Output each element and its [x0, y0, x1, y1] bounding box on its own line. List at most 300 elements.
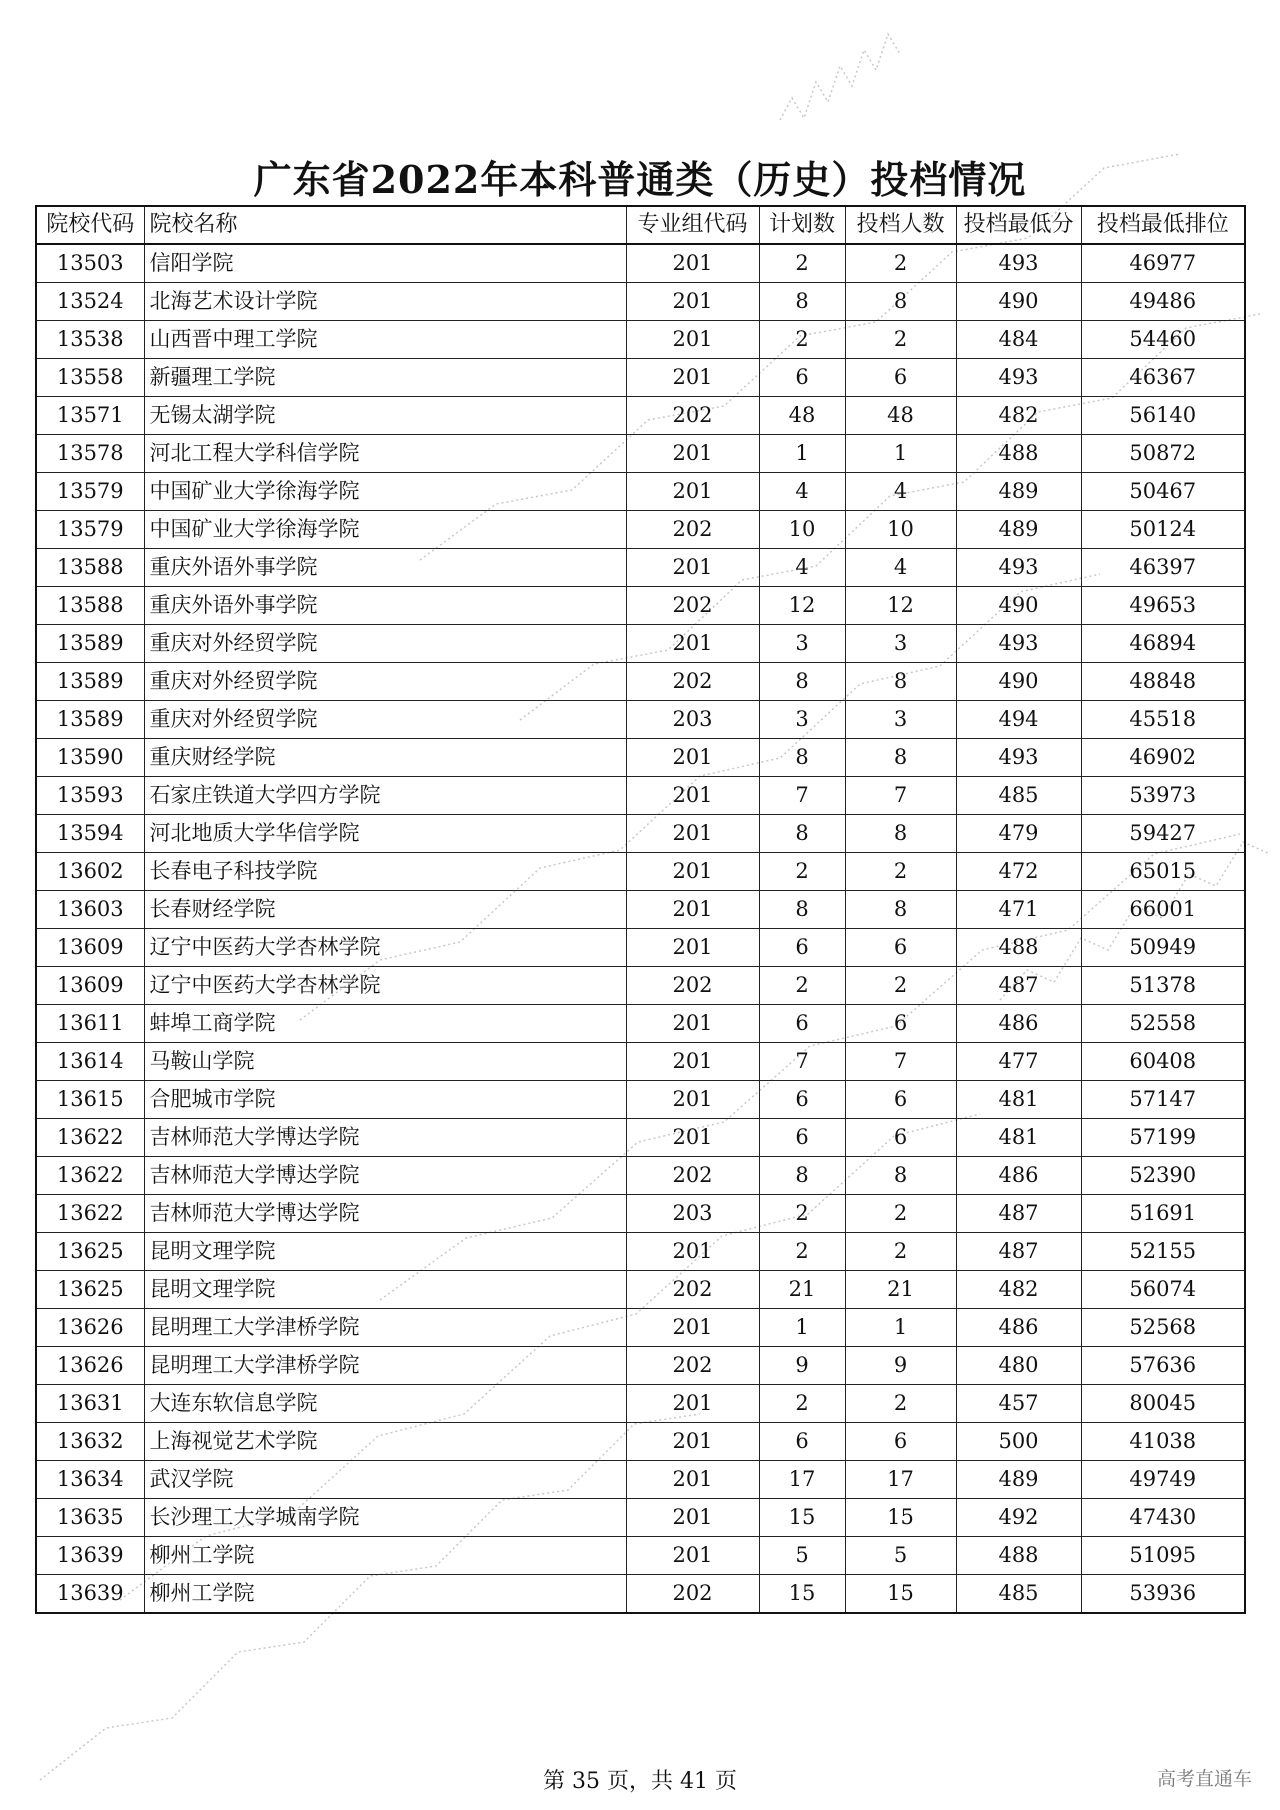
- min-rank-cell: 41038: [1081, 1423, 1245, 1461]
- school-name-cell: 大连东软信息学院: [144, 1385, 626, 1423]
- table-row: [36, 1043, 1245, 1081]
- min-rank-cell: 53973: [1081, 777, 1245, 815]
- min-rank-cell: 47430: [1081, 1499, 1245, 1537]
- min-rank-cell: 56074: [1081, 1271, 1245, 1309]
- min-score-cell: 489: [956, 473, 1081, 511]
- min-score-cell: 477: [956, 1043, 1081, 1081]
- min-score-cell: 481: [956, 1081, 1081, 1119]
- table-row: [36, 1537, 1245, 1575]
- min-score-cell: 484: [956, 321, 1081, 359]
- admitted-count-cell: 2: [845, 321, 956, 359]
- min-rank-cell: 54460: [1081, 321, 1245, 359]
- plan-count-cell: 8: [759, 1157, 845, 1195]
- school-code-cell: 13589: [36, 701, 144, 739]
- min-rank-cell: 56140: [1081, 397, 1245, 435]
- plan-count-cell: 2: [759, 1233, 845, 1271]
- school-code-cell: 13626: [36, 1309, 144, 1347]
- header-plan-count: 计划数: [759, 206, 845, 244]
- plan-count-cell: 8: [759, 739, 845, 777]
- table-row: [36, 1499, 1245, 1537]
- min-score-cell: 493: [956, 244, 1081, 283]
- watermark-stroke: [780, 34, 900, 120]
- table-row: [36, 1081, 1245, 1119]
- min-rank-cell: 51378: [1081, 967, 1245, 1005]
- min-rank-cell: 48848: [1081, 663, 1245, 701]
- admitted-count-cell: 12: [845, 587, 956, 625]
- admitted-count-cell: 8: [845, 1157, 956, 1195]
- school-code-cell: 13635: [36, 1499, 144, 1537]
- min-score-cell: 487: [956, 1233, 1081, 1271]
- group-code-cell: 201: [626, 1499, 759, 1537]
- table-row: [36, 967, 1245, 1005]
- school-code-cell: 13632: [36, 1423, 144, 1461]
- school-name-cell: 昆明文理学院: [144, 1271, 626, 1309]
- min-score-cell: 472: [956, 853, 1081, 891]
- school-name-cell: 无锡太湖学院: [144, 397, 626, 435]
- admitted-count-cell: 6: [845, 929, 956, 967]
- group-code-cell: 201: [626, 321, 759, 359]
- school-name-cell: 重庆对外经贸学院: [144, 663, 626, 701]
- plan-count-cell: 10: [759, 511, 845, 549]
- table-row: [36, 777, 1245, 815]
- school-code-cell: 13579: [36, 511, 144, 549]
- table-row: [36, 1195, 1245, 1233]
- min-rank-cell: 52558: [1081, 1005, 1245, 1043]
- table-row: [36, 435, 1245, 473]
- min-score-cell: 482: [956, 397, 1081, 435]
- min-score-cell: 492: [956, 1499, 1081, 1537]
- plan-count-cell: 1: [759, 1309, 845, 1347]
- min-rank-cell: 46397: [1081, 549, 1245, 587]
- header-group-code: 专业组代码: [626, 206, 759, 244]
- school-code-cell: 13578: [36, 435, 144, 473]
- min-rank-cell: 49486: [1081, 283, 1245, 321]
- plan-count-cell: 2: [759, 853, 845, 891]
- group-code-cell: 201: [626, 1537, 759, 1575]
- school-name-cell: 蚌埠工商学院: [144, 1005, 626, 1043]
- table-row: [36, 1271, 1245, 1309]
- table-row: [36, 283, 1245, 321]
- plan-count-cell: 9: [759, 1347, 845, 1385]
- group-code-cell: 201: [626, 283, 759, 321]
- group-code-cell: 201: [626, 435, 759, 473]
- plan-count-cell: 6: [759, 1005, 845, 1043]
- admitted-count-cell: 8: [845, 283, 956, 321]
- school-name-cell: 武汉学院: [144, 1461, 626, 1499]
- admitted-count-cell: 6: [845, 1005, 956, 1043]
- group-code-cell: 202: [626, 1347, 759, 1385]
- admitted-count-cell: 48: [845, 397, 956, 435]
- school-name-cell: 山西晋中理工学院: [144, 321, 626, 359]
- group-code-cell: 201: [626, 1005, 759, 1043]
- school-code-cell: 13639: [36, 1537, 144, 1575]
- group-code-cell: 203: [626, 701, 759, 739]
- plan-count-cell: 4: [759, 473, 845, 511]
- min-rank-cell: 51095: [1081, 1537, 1245, 1575]
- header-min-score: 投档最低分: [956, 206, 1081, 244]
- school-name-cell: 长春电子科技学院: [144, 853, 626, 891]
- group-code-cell: 202: [626, 663, 759, 701]
- group-code-cell: 202: [626, 397, 759, 435]
- min-score-cell: 488: [956, 929, 1081, 967]
- school-name-cell: 马鞍山学院: [144, 1043, 626, 1081]
- table-row: [36, 397, 1245, 435]
- header-min-rank: 投档最低排位: [1081, 206, 1245, 244]
- admitted-count-cell: 17: [845, 1461, 956, 1499]
- plan-count-cell: 8: [759, 663, 845, 701]
- min-rank-cell: 45518: [1081, 701, 1245, 739]
- school-name-cell: 辽宁中医药大学杏林学院: [144, 929, 626, 967]
- admitted-count-cell: 2: [845, 1195, 956, 1233]
- group-code-cell: 201: [626, 1309, 759, 1347]
- min-rank-cell: 51691: [1081, 1195, 1245, 1233]
- school-name-cell: 重庆财经学院: [144, 739, 626, 777]
- group-code-cell: 201: [626, 815, 759, 853]
- plan-count-cell: 5: [759, 1537, 845, 1575]
- plan-count-cell: 3: [759, 625, 845, 663]
- plan-count-cell: 15: [759, 1575, 845, 1614]
- school-code-cell: 13622: [36, 1195, 144, 1233]
- table-row: [36, 739, 1245, 777]
- admitted-count-cell: 9: [845, 1347, 956, 1385]
- group-code-cell: 202: [626, 1575, 759, 1614]
- school-code-cell: 13538: [36, 321, 144, 359]
- plan-count-cell: 6: [759, 1423, 845, 1461]
- min-rank-cell: 53936: [1081, 1575, 1245, 1614]
- min-rank-cell: 57636: [1081, 1347, 1245, 1385]
- min-score-cell: 471: [956, 891, 1081, 929]
- school-code-cell: 13558: [36, 359, 144, 397]
- min-rank-cell: 46367: [1081, 359, 1245, 397]
- table-row: [36, 1309, 1245, 1347]
- table-row: [36, 473, 1245, 511]
- min-score-cell: 457: [956, 1385, 1081, 1423]
- school-code-cell: 13611: [36, 1005, 144, 1043]
- page-title: 广东省2022年本科普通类（历史）投档情况: [253, 157, 1027, 202]
- admitted-count-cell: 8: [845, 739, 956, 777]
- table-row: [36, 1233, 1245, 1271]
- group-code-cell: 201: [626, 359, 759, 397]
- group-code-cell: 201: [626, 244, 759, 283]
- plan-count-cell: 8: [759, 815, 845, 853]
- school-name-cell: 昆明文理学院: [144, 1233, 626, 1271]
- header-school-name: 院校名称: [144, 206, 626, 244]
- school-name-cell: 河北工程大学科信学院: [144, 435, 626, 473]
- group-code-cell: 201: [626, 739, 759, 777]
- admitted-count-cell: 6: [845, 1119, 956, 1157]
- header-school-code: 院校代码: [36, 206, 144, 244]
- school-name-cell: 重庆外语外事学院: [144, 587, 626, 625]
- school-name-cell: 中国矿业大学徐海学院: [144, 511, 626, 549]
- school-name-cell: 重庆对外经贸学院: [144, 625, 626, 663]
- admission-table: [35, 205, 1246, 1614]
- school-code-cell: 13622: [36, 1119, 144, 1157]
- school-code-cell: 13589: [36, 625, 144, 663]
- admitted-count-cell: 8: [845, 663, 956, 701]
- group-code-cell: 201: [626, 891, 759, 929]
- table-row: [36, 321, 1245, 359]
- min-score-cell: 487: [956, 1195, 1081, 1233]
- min-rank-cell: 50949: [1081, 929, 1245, 967]
- min-rank-cell: 60408: [1081, 1043, 1245, 1081]
- school-name-cell: 新疆理工学院: [144, 359, 626, 397]
- school-code-cell: 13609: [36, 929, 144, 967]
- plan-count-cell: 17: [759, 1461, 845, 1499]
- min-score-cell: 486: [956, 1309, 1081, 1347]
- min-score-cell: 487: [956, 967, 1081, 1005]
- table-row: [36, 1575, 1245, 1614]
- group-code-cell: 201: [626, 929, 759, 967]
- group-code-cell: 201: [626, 1385, 759, 1423]
- plan-count-cell: 4: [759, 549, 845, 587]
- plan-count-cell: 8: [759, 891, 845, 929]
- group-code-cell: 201: [626, 1461, 759, 1499]
- school-code-cell: 13588: [36, 549, 144, 587]
- school-name-cell: 北海艺术设计学院: [144, 283, 626, 321]
- min-score-cell: 493: [956, 549, 1081, 587]
- school-code-cell: 13571: [36, 397, 144, 435]
- plan-count-cell: 21: [759, 1271, 845, 1309]
- table-row: [36, 511, 1245, 549]
- table-row: [36, 587, 1245, 625]
- table-row: [36, 815, 1245, 853]
- table-header-row: [36, 206, 1245, 244]
- plan-count-cell: 2: [759, 1195, 845, 1233]
- group-code-cell: 201: [626, 473, 759, 511]
- plan-count-cell: 6: [759, 359, 845, 397]
- table-row: [36, 929, 1245, 967]
- table-row: [36, 359, 1245, 397]
- admitted-count-cell: 21: [845, 1271, 956, 1309]
- table-row: [36, 1005, 1245, 1043]
- admitted-count-cell: 4: [845, 473, 956, 511]
- admitted-count-cell: 8: [845, 891, 956, 929]
- plan-count-cell: 2: [759, 1385, 845, 1423]
- plan-count-cell: 15: [759, 1499, 845, 1537]
- min-score-cell: 479: [956, 815, 1081, 853]
- school-name-cell: 昆明理工大学津桥学院: [144, 1347, 626, 1385]
- school-code-cell: 13615: [36, 1081, 144, 1119]
- school-name-cell: 辽宁中医药大学杏林学院: [144, 967, 626, 1005]
- table-row: [36, 1347, 1245, 1385]
- min-score-cell: 489: [956, 511, 1081, 549]
- min-rank-cell: 59427: [1081, 815, 1245, 853]
- min-score-cell: 485: [956, 777, 1081, 815]
- min-score-cell: 486: [956, 1157, 1081, 1195]
- plan-count-cell: 8: [759, 283, 845, 321]
- group-code-cell: 203: [626, 1195, 759, 1233]
- school-name-cell: 柳州工学院: [144, 1575, 626, 1614]
- school-name-cell: 信阳学院: [144, 244, 626, 283]
- group-code-cell: 201: [626, 625, 759, 663]
- min-rank-cell: 65015: [1081, 853, 1245, 891]
- plan-count-cell: 6: [759, 929, 845, 967]
- group-code-cell: 202: [626, 587, 759, 625]
- min-rank-cell: 49749: [1081, 1461, 1245, 1499]
- min-score-cell: 494: [956, 701, 1081, 739]
- school-code-cell: 13639: [36, 1575, 144, 1614]
- school-code-cell: 13503: [36, 244, 144, 283]
- min-score-cell: 489: [956, 1461, 1081, 1499]
- school-code-cell: 13593: [36, 777, 144, 815]
- group-code-cell: 201: [626, 1081, 759, 1119]
- group-code-cell: 201: [626, 549, 759, 587]
- admitted-count-cell: 6: [845, 1423, 956, 1461]
- school-name-cell: 吉林师范大学博达学院: [144, 1119, 626, 1157]
- school-name-cell: 吉林师范大学博达学院: [144, 1157, 626, 1195]
- admitted-count-cell: 6: [845, 359, 956, 397]
- admitted-count-cell: 7: [845, 777, 956, 815]
- admitted-count-cell: 15: [845, 1575, 956, 1614]
- admitted-count-cell: 2: [845, 1233, 956, 1271]
- admitted-count-cell: 2: [845, 853, 956, 891]
- min-score-cell: 500: [956, 1423, 1081, 1461]
- plan-count-cell: 48: [759, 397, 845, 435]
- group-code-cell: 201: [626, 1043, 759, 1081]
- school-name-cell: 合肥城市学院: [144, 1081, 626, 1119]
- page-footer: 第 35 页，共 41 页: [543, 1769, 737, 1794]
- group-code-cell: 202: [626, 1271, 759, 1309]
- table-body: [36, 244, 1245, 1613]
- table-row: [36, 1423, 1245, 1461]
- admitted-count-cell: 6: [845, 1081, 956, 1119]
- plan-count-cell: 2: [759, 244, 845, 283]
- table-row: [36, 891, 1245, 929]
- school-code-cell: 13609: [36, 967, 144, 1005]
- min-score-cell: 490: [956, 283, 1081, 321]
- school-code-cell: 13625: [36, 1271, 144, 1309]
- min-rank-cell: 66001: [1081, 891, 1245, 929]
- min-rank-cell: 46894: [1081, 625, 1245, 663]
- min-score-cell: 488: [956, 1537, 1081, 1575]
- plan-count-cell: 6: [759, 1119, 845, 1157]
- school-name-cell: 河北地质大学华信学院: [144, 815, 626, 853]
- min-rank-cell: 46902: [1081, 739, 1245, 777]
- school-code-cell: 13603: [36, 891, 144, 929]
- school-name-cell: 柳州工学院: [144, 1537, 626, 1575]
- school-code-cell: 13588: [36, 587, 144, 625]
- school-code-cell: 13579: [36, 473, 144, 511]
- table-row: [36, 663, 1245, 701]
- min-score-cell: 493: [956, 739, 1081, 777]
- min-rank-cell: 46977: [1081, 244, 1245, 283]
- min-rank-cell: 80045: [1081, 1385, 1245, 1423]
- header-admitted-count: 投档人数: [845, 206, 956, 244]
- group-code-cell: 201: [626, 1119, 759, 1157]
- school-code-cell: 13626: [36, 1347, 144, 1385]
- school-code-cell: 13590: [36, 739, 144, 777]
- plan-count-cell: 1: [759, 435, 845, 473]
- min-rank-cell: 52390: [1081, 1157, 1245, 1195]
- plan-count-cell: 6: [759, 1081, 845, 1119]
- min-score-cell: 493: [956, 625, 1081, 663]
- school-code-cell: 13622: [36, 1157, 144, 1195]
- min-score-cell: 485: [956, 1575, 1081, 1614]
- min-score-cell: 480: [956, 1347, 1081, 1385]
- admitted-count-cell: 7: [845, 1043, 956, 1081]
- school-code-cell: 13625: [36, 1233, 144, 1271]
- min-rank-cell: 57199: [1081, 1119, 1245, 1157]
- plan-count-cell: 7: [759, 777, 845, 815]
- school-code-cell: 13594: [36, 815, 144, 853]
- min-score-cell: 493: [956, 359, 1081, 397]
- school-name-cell: 长春财经学院: [144, 891, 626, 929]
- min-rank-cell: 52155: [1081, 1233, 1245, 1271]
- school-name-cell: 昆明理工大学津桥学院: [144, 1309, 626, 1347]
- min-rank-cell: 50872: [1081, 435, 1245, 473]
- admitted-count-cell: 3: [845, 625, 956, 663]
- min-rank-cell: 52568: [1081, 1309, 1245, 1347]
- min-score-cell: 482: [956, 1271, 1081, 1309]
- plan-count-cell: 3: [759, 701, 845, 739]
- min-rank-cell: 50467: [1081, 473, 1245, 511]
- admitted-count-cell: 2: [845, 1385, 956, 1423]
- min-score-cell: 488: [956, 435, 1081, 473]
- school-code-cell: 13589: [36, 663, 144, 701]
- admitted-count-cell: 5: [845, 1537, 956, 1575]
- table-row: [36, 1385, 1245, 1423]
- admitted-count-cell: 1: [845, 435, 956, 473]
- admitted-count-cell: 2: [845, 967, 956, 1005]
- plan-count-cell: 2: [759, 967, 845, 1005]
- min-score-cell: 490: [956, 587, 1081, 625]
- group-code-cell: 201: [626, 853, 759, 891]
- min-rank-cell: 50124: [1081, 511, 1245, 549]
- school-code-cell: 13614: [36, 1043, 144, 1081]
- group-code-cell: 201: [626, 1423, 759, 1461]
- table-row: [36, 853, 1245, 891]
- school-code-cell: 13634: [36, 1461, 144, 1499]
- plan-count-cell: 7: [759, 1043, 845, 1081]
- admitted-count-cell: 1: [845, 1309, 956, 1347]
- min-score-cell: 481: [956, 1119, 1081, 1157]
- table-row: [36, 1119, 1245, 1157]
- admitted-count-cell: 10: [845, 511, 956, 549]
- group-code-cell: 202: [626, 1157, 759, 1195]
- school-name-cell: 长沙理工大学城南学院: [144, 1499, 626, 1537]
- group-code-cell: 202: [626, 967, 759, 1005]
- brand-mark: 高考直通车: [1156, 1768, 1252, 1790]
- table-row: [36, 1157, 1245, 1195]
- group-code-cell: 201: [626, 1233, 759, 1271]
- min-score-cell: 486: [956, 1005, 1081, 1043]
- table-row: [36, 244, 1245, 283]
- admitted-count-cell: 15: [845, 1499, 956, 1537]
- school-code-cell: 13524: [36, 283, 144, 321]
- school-name-cell: 重庆对外经贸学院: [144, 701, 626, 739]
- plan-count-cell: 12: [759, 587, 845, 625]
- school-name-cell: 中国矿业大学徐海学院: [144, 473, 626, 511]
- table-row: [36, 549, 1245, 587]
- min-score-cell: 490: [956, 663, 1081, 701]
- admitted-count-cell: 8: [845, 815, 956, 853]
- school-code-cell: 13631: [36, 1385, 144, 1423]
- school-name-cell: 重庆外语外事学院: [144, 549, 626, 587]
- admitted-count-cell: 2: [845, 244, 956, 283]
- min-rank-cell: 57147: [1081, 1081, 1245, 1119]
- school-name-cell: 吉林师范大学博达学院: [144, 1195, 626, 1233]
- school-name-cell: 石家庄铁道大学四方学院: [144, 777, 626, 815]
- school-name-cell: 上海视觉艺术学院: [144, 1423, 626, 1461]
- group-code-cell: 202: [626, 511, 759, 549]
- admitted-count-cell: 4: [845, 549, 956, 587]
- table-row: [36, 1461, 1245, 1499]
- plan-count-cell: 2: [759, 321, 845, 359]
- group-code-cell: 201: [626, 777, 759, 815]
- admitted-count-cell: 3: [845, 701, 956, 739]
- table-row: [36, 625, 1245, 663]
- table-row: [36, 701, 1245, 739]
